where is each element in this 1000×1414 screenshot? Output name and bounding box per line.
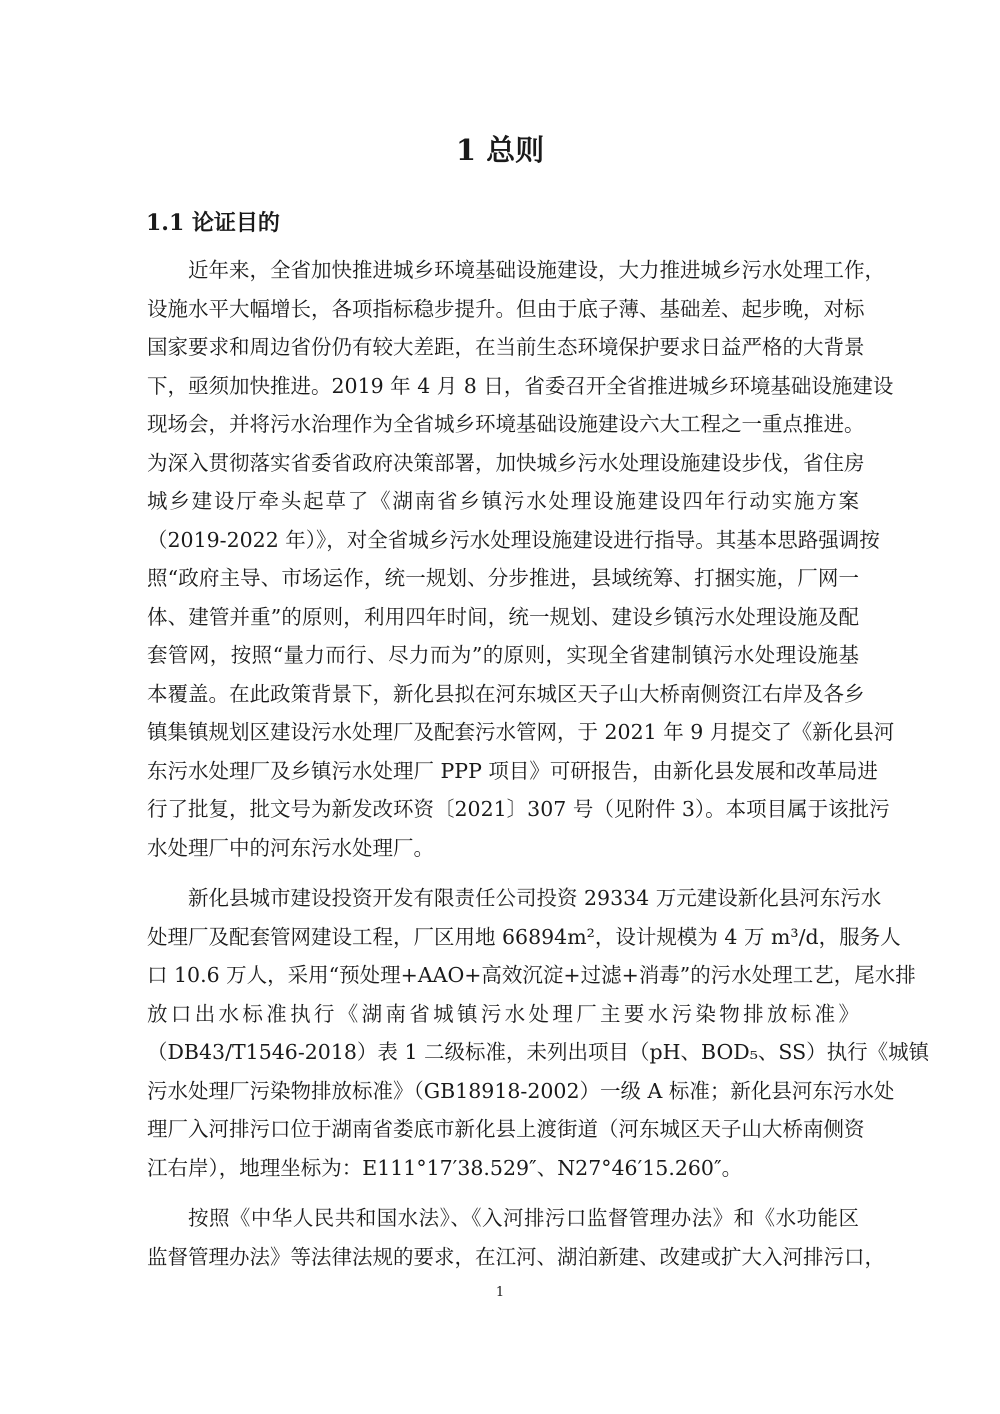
text-line: （2019-2022 年）》，对全省城乡污水处理设施建设进行指导。其基本思路强调按 [147, 527, 880, 552]
chapter-title: 1 总则 [455, 133, 545, 167]
text-line: 口 10.6 万人，采用“预处理+AAO+高效沉淀+过滤+消毒”的污水处理工艺，尾水排 [147, 963, 916, 987]
text-line: 下，亟须加快推进。2019 年 4 月 8 日，省委召开全省推进城乡环境基础设施建设 [147, 373, 894, 398]
text-line: 江右岸），地理坐标为：E111°17′38.529″、N27°46′15.260″。 [147, 1155, 743, 1180]
text-line: 本覆盖。在此政策背景下，新化县拟在河东城区天子山大桥南侧资江右岸及各乡 [147, 681, 865, 706]
text-line: 套管网，按照“量力而行、尽力而为”的原则，实现全省建制镇污水处理设施基 [147, 643, 859, 667]
text-line: 现场会，并将污水治理作为全省城乡环境基础设施建设六大工程之一重点推进。 [147, 412, 865, 436]
paragraph [147, 1199, 885, 1276]
text-line: 为深入贯彻落实省委省政府决策部署，加快城乡污水处理设施建设步伐，省住房 [147, 450, 865, 475]
text-line: 近年来，全省加快推进城乡环境基础设施建设，大力推进城乡污水处理工作， [188, 258, 885, 282]
text-line: （DB43/T1546-2018）表 1 二级标准，未列出项目（pH、BOD₅、SS）执行《城镇 [147, 1040, 930, 1064]
text-line: 水处理厂中的河东污水处理厂。 [147, 835, 434, 860]
paragraph [147, 251, 895, 867]
text-line: 处理厂及配套管网建设工程，厂区用地 66894m²，设计规模为 4 万 m³/d，服务人 [147, 924, 901, 949]
text-line: 镇集镇规划区建设污水处理厂及配套污水管网，于 2021 年 9 月提交了《新化县河 [147, 720, 895, 744]
paragraph [147, 879, 930, 1187]
text-line: 新化县城市建设投资开发有限责任公司投资 29334 万元建设新化县河东污水 [188, 886, 882, 910]
text-line: 体、建管并重”的原则，利用四年时间，统一规划、建设乡镇污水处理设施及配 [147, 604, 859, 629]
text-line: 放口出水标准执行《湖南省城镇污水处理厂主要水污染物排放标准》 [147, 1001, 859, 1026]
text-line: 照“政府主导、市场运作，统一规划、分步推进，县域统筹、打捆实施，厂网一 [147, 566, 859, 590]
section-heading: 1.1 论证目的 [146, 210, 280, 236]
text-line: 设施水平大幅增长，各项指标稳步提升。但由于底子薄、基础差、起步晚，对标 [147, 296, 865, 321]
text-line: 按照《中华人民共和国水法》、《入河排污口监督管理办法》和《水功能区 [188, 1206, 859, 1230]
text-line: 监督管理办法》等法律法规的要求，在江河、湖泊新建、改建或扩大入河排污口， [147, 1244, 885, 1269]
page-number: 1 [495, 1285, 505, 1300]
text-line: 污水处理厂污染物排放标准》（GB18918-2002）一级 A 标准；新化县河东污水处 [147, 1078, 895, 1103]
body-text [147, 251, 930, 1288]
text-line: 城乡建设厅牵头起草了《湖南省乡镇污水处理设施建设四年行动实施方案 [147, 489, 859, 513]
text-line: 东污水处理厂及乡镇污水处理厂 PPP 项目》可研报告，由新化县发展和改革局进 [147, 758, 878, 783]
text-line: 国家要求和周边省份仍有较大差距，在当前生态环境保护要求日益严格的大背景 [147, 335, 865, 359]
text-line: 理厂入河排污口位于湖南省娄底市新化县上渡街道（河东城区天子山大桥南侧资 [147, 1117, 865, 1141]
text-line: 行了批复，批文号为新发改环资〔2021〕307 号（见附件 3）。本项目属于该批污 [147, 797, 890, 821]
